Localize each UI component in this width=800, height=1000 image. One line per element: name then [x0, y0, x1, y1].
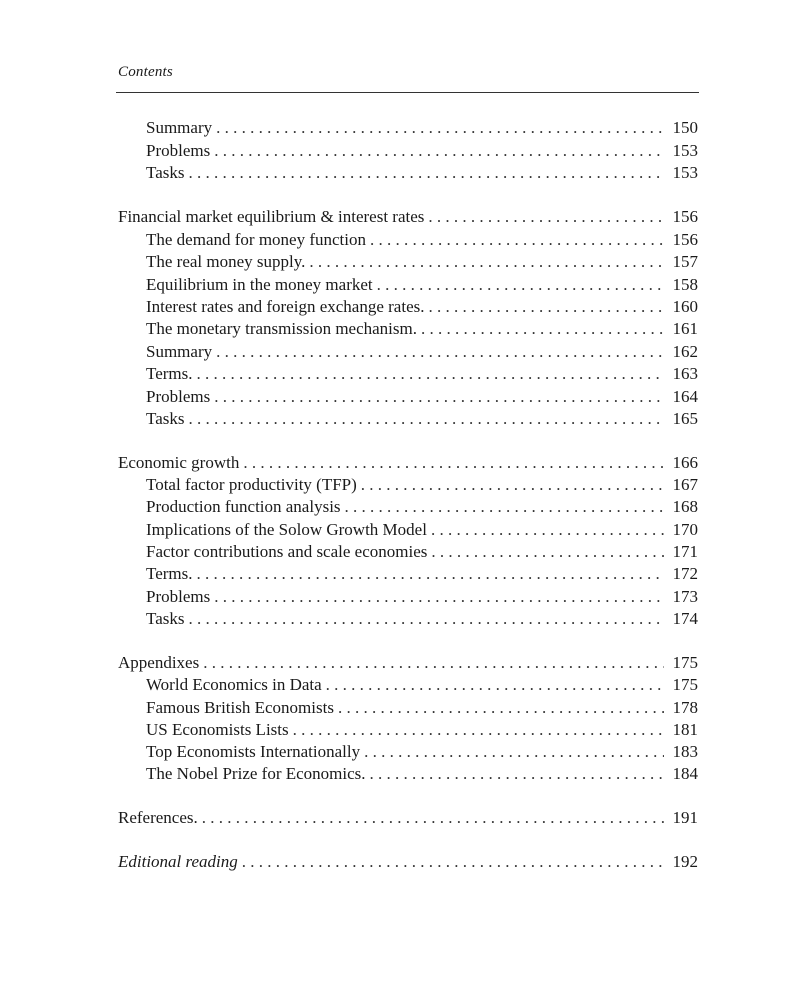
toc-entry-page-number: 178: [672, 698, 698, 717]
toc-entry-title: Tasks: [146, 163, 185, 182]
toc-entry-page-number: 191: [672, 808, 698, 827]
toc-entry: [118, 496, 698, 518]
toc-entry-page-number: 184: [672, 764, 698, 783]
toc-entry: [118, 229, 698, 251]
toc-entry: [118, 608, 698, 630]
toc-entry-title: World Economics in Data: [146, 675, 322, 694]
toc-entry: [118, 408, 698, 430]
dot-leader: [309, 251, 664, 273]
toc-entry-title: Financial market equilibrium & interest rates: [118, 207, 425, 226]
toc-entry-title: Equilibrium in the money market: [146, 275, 373, 294]
dot-leader: [364, 741, 664, 763]
toc-entry: [118, 474, 698, 496]
toc-entry-title: Summary: [146, 118, 213, 137]
toc-entry: [118, 363, 698, 385]
toc-entry-page-number: 161: [672, 319, 698, 338]
toc-entry-title: References.: [118, 808, 198, 827]
toc-entry-page-number: 183: [672, 742, 698, 761]
toc-entry-title: Factor contributions and scale economies: [146, 542, 428, 561]
dot-leader: [293, 719, 664, 741]
dot-leader: [197, 363, 665, 385]
dot-leader: [203, 652, 664, 674]
dot-leader: [431, 519, 664, 541]
toc-entry: [118, 763, 698, 785]
toc-entry-title: The demand for money function: [146, 230, 366, 249]
toc-entry-page-number: 192: [672, 852, 698, 871]
toc-entry: [118, 274, 698, 296]
toc-entry-title: US Economists Lists: [146, 720, 289, 739]
dot-leader: [216, 341, 664, 363]
toc-entry-title: The Nobel Prize for Economics.: [146, 764, 366, 783]
toc-entry-title: Tasks: [146, 409, 185, 428]
dot-leader: [345, 496, 664, 518]
dot-leader: [216, 117, 664, 139]
toc-entry: [118, 519, 698, 541]
toc-entry-title: Appendixes: [118, 653, 200, 672]
toc-entry-page-number: 153: [672, 163, 698, 182]
header-rule: [116, 92, 699, 93]
toc-entry-page-number: 170: [672, 520, 698, 539]
dot-leader: [431, 541, 664, 563]
toc-entry-page-number: 165: [672, 409, 698, 428]
dot-leader: [421, 318, 664, 340]
toc-entry-title: The monetary transmission mechanism.: [146, 319, 417, 338]
toc-entry-page-number: 171: [672, 542, 698, 561]
dot-leader: [370, 229, 664, 251]
dot-leader: [214, 386, 664, 408]
toc-entry: [118, 251, 698, 273]
toc-entry: [118, 140, 698, 162]
toc-entry-title: Terms.: [146, 564, 193, 583]
dot-leader: [370, 763, 664, 785]
toc-entry-page-number: 164: [672, 387, 698, 406]
toc-entry-title: Implications of the Solow Growth Model: [146, 520, 427, 539]
toc-entry: [118, 851, 698, 873]
toc-entry-page-number: 175: [672, 675, 698, 694]
dot-leader: [197, 563, 665, 585]
toc-entry-title: Tasks: [146, 609, 185, 628]
toc-entry: [118, 162, 698, 184]
toc-entry-page-number: 153: [672, 141, 698, 160]
toc-entry-page-number: 175: [672, 653, 698, 672]
toc-entry: [118, 386, 698, 408]
toc-entry: [118, 341, 698, 363]
toc-entry-page-number: 172: [672, 564, 698, 583]
dot-leader: [188, 608, 664, 630]
dot-leader: [242, 851, 664, 873]
dot-leader: [188, 162, 664, 184]
toc-entry: [118, 674, 698, 696]
toc-entry: [118, 318, 698, 340]
toc-entry: [118, 807, 698, 829]
toc-entry-page-number: 166: [672, 453, 698, 472]
toc-entry-title: Production function analysis: [146, 497, 341, 516]
toc-entry-title: Editional reading: [118, 852, 238, 871]
toc-entry-page-number: 162: [672, 342, 698, 361]
toc-entry: [118, 206, 698, 228]
running-head: Contents: [118, 64, 173, 80]
toc-entry-page-number: 160: [672, 297, 698, 316]
toc-entry: [118, 697, 698, 719]
toc-entry: [118, 296, 698, 318]
dot-leader: [214, 586, 664, 608]
toc-entry-title: Top Economists Internationally: [146, 742, 361, 761]
toc-entry-page-number: 168: [672, 497, 698, 516]
toc-entry: [118, 741, 698, 763]
toc-entry-page-number: 173: [672, 587, 698, 606]
toc-entry: [118, 452, 698, 474]
dot-leader: [188, 408, 664, 430]
dot-leader: [202, 807, 664, 829]
toc-entry: [118, 563, 698, 585]
toc-entry-title: Famous British Economists: [146, 698, 334, 717]
toc-entry-page-number: 157: [672, 252, 698, 271]
toc-entry-title: Interest rates and foreign exchange rates.: [146, 297, 425, 316]
toc-entry-page-number: 163: [672, 364, 698, 383]
toc-entry-title: Economic growth: [118, 453, 240, 472]
toc-entry: [118, 117, 698, 139]
dot-leader: [243, 452, 664, 474]
toc-entry-page-number: 167: [672, 475, 698, 494]
toc-entry: [118, 586, 698, 608]
toc-entry: [118, 652, 698, 674]
toc-entry-title: Terms.: [146, 364, 193, 383]
toc-entry-page-number: 174: [672, 609, 698, 628]
toc-entry: [118, 541, 698, 563]
toc-entry-title: Problems: [146, 587, 211, 606]
toc-entry-page-number: 150: [672, 118, 698, 137]
dot-leader: [326, 674, 664, 696]
toc-entry-page-number: 158: [672, 275, 698, 294]
dot-leader: [428, 206, 664, 228]
toc-entry-title: Total factor productivity (TFP): [146, 475, 357, 494]
toc-entry-title: Summary: [146, 342, 213, 361]
toc-entry-page-number: 181: [672, 720, 698, 739]
toc-entry: [118, 719, 698, 741]
toc-entry-title: Problems: [146, 387, 211, 406]
dot-leader: [338, 697, 664, 719]
dot-leader: [377, 274, 664, 296]
toc-entry-page-number: 156: [672, 207, 698, 226]
toc-entry-title: Problems: [146, 141, 211, 160]
toc-entry-page-number: 156: [672, 230, 698, 249]
dot-leader: [428, 296, 664, 318]
toc-entry-title: The real money supply.: [146, 252, 306, 271]
dot-leader: [214, 140, 664, 162]
dot-leader: [361, 474, 664, 496]
